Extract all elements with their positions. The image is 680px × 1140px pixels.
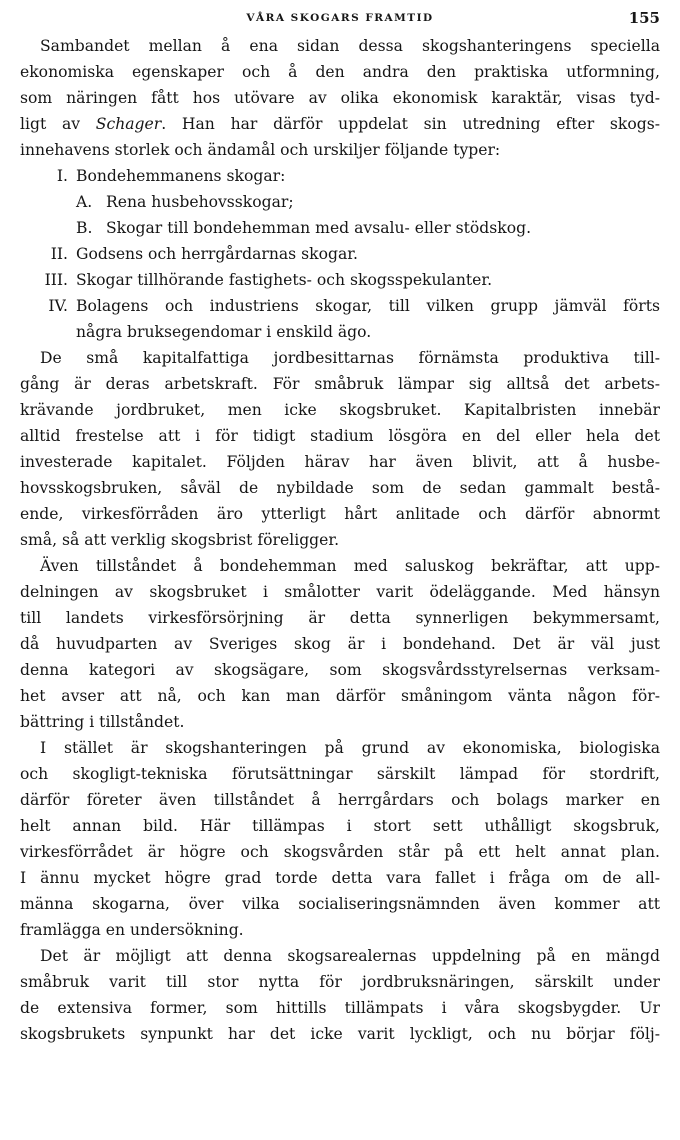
list-item-A — [20, 189, 660, 215]
text-line: skogsbrukets synpunkt har det icke varit lyckligt, och nu börjar följ- — [20, 1025, 660, 1043]
text-line: innehavens storlek och ändamål och urskiljer följande typer: — [20, 141, 501, 159]
list-number: II. — [50, 245, 68, 263]
list-text: Skogar tillhörande fastighets- och skogsspekulanter. — [76, 271, 493, 289]
text-line: delningen av skogsbruket i smålotter varit ödeläggande. Med hänsyn — [20, 583, 660, 601]
text-line: ligt av Schager. Han har därför uppdelat sin utredning efter skogs- — [20, 115, 660, 133]
text-line: I stället är skogshanteringen på grund av ekonomiska, biologiska — [40, 739, 660, 757]
text-line: het avser att nå, och kan man därför småningom vänta någon för- — [20, 687, 660, 705]
paragraph-2 — [20, 345, 660, 553]
text-line: småbruk varit till stor nytta för jordbruksnäringen, särskilt under — [20, 973, 660, 991]
text-line: denna kategori av skogsägare, som skogsvårdsstyrelsernas verksam- — [20, 661, 660, 679]
list-text-continuation: några bruksegendomar i enskild ägo. — [76, 323, 372, 341]
page-number: 155 — [628, 9, 660, 27]
list-text: Skogar till bondehemman med avsalu- eller stödskog. — [106, 219, 532, 237]
text-line: I ännu mycket högre grad torde detta vara fallet i fråga om de all- — [20, 869, 660, 887]
text-line: till landets virkesförsörjning är detta synnerligen bekymmersamt, — [20, 609, 660, 627]
body-text — [20, 33, 660, 1047]
list-text: Bolagens och industriens skogar, till vilken grupp jämväl förts — [76, 297, 660, 315]
text-line: gång är deras arbetskraft. För småbruk lämpar sig alltså det arbets- — [20, 375, 660, 393]
text-line: männa skogarna, över vilka socialiseringsnämnden även kommer att — [20, 895, 660, 913]
text-line: bättring i tillståndet. — [20, 713, 185, 731]
typology-list — [20, 163, 660, 345]
text-line: investerade kapitalet. Följden härav har även blivit, att å husbe- — [20, 453, 660, 471]
list-item-III — [20, 267, 660, 293]
text-line: därför företer även tillståndet å herrgårdars och bolags marker en — [20, 791, 660, 809]
text-line: de extensiva former, som hittills tillämpats i våra skogsbygder. Ur — [20, 999, 660, 1017]
list-number: B. — [76, 219, 93, 237]
text-line: framlägga en undersökning. — [20, 921, 244, 939]
list-number: IV. — [48, 297, 68, 315]
list-item-B — [20, 215, 660, 241]
text-line: ekonomiska egenskaper och å den andra den praktiska utformning, — [20, 63, 660, 81]
author-name: Schager — [95, 115, 162, 133]
paragraph-4 — [20, 735, 660, 943]
list-number: III. — [44, 271, 68, 289]
text-line: krävande jordbruket, men icke skogsbruket. Kapitalbristen innebär — [20, 401, 660, 419]
list-text: Godsens och herrgårdarnas skogar. — [76, 245, 358, 263]
text-line: hovsskogsbruken, såväl de nybildade som de sedan gammalt bestå- — [20, 479, 660, 497]
text-line: Sambandet mellan å ena sidan dessa skogshanteringens speciella — [40, 37, 660, 55]
running-title: VÅRA SKOGARS FRAMTID — [246, 12, 434, 24]
text-line: virkesförrådet är högre och skogsvården står på ett helt annat plan. — [20, 843, 660, 861]
text-line: De små kapitalfattiga jordbesittarnas förnämsta produktiva till- — [40, 349, 660, 367]
list-item-II — [20, 241, 660, 267]
paragraph-intro — [20, 33, 660, 163]
list-number: I. — [56, 167, 68, 185]
list-item-I — [20, 163, 660, 189]
text-line: då huvudparten av Sveriges skog är i bondehand. Det är väl just — [20, 635, 660, 653]
text-line: alltid frestelse att i för tidigt stadium lösgöra en del eller hela det — [20, 427, 660, 445]
list-text: Bondehemmanens skogar: — [76, 167, 286, 185]
text-line: små, så att verklig skogsbrist föreligger. — [20, 531, 340, 549]
text-line: helt annan bild. Här tillämpas i stort sett uthålligt skogsbruk, — [20, 817, 660, 835]
list-text: Rena husbehovsskogar; — [106, 193, 294, 211]
list-item-IV — [20, 293, 660, 319]
paragraph-5 — [20, 943, 660, 1047]
paragraph-3 — [20, 553, 660, 735]
list-number: A. — [76, 193, 93, 211]
text-line: och skogligt-tekniska förutsättningar särskilt lämpad för stordrift, — [20, 765, 660, 783]
text-line: ende, virkesförråden äro ytterligt hårt anlitade och därför abnormt — [20, 505, 660, 523]
text-line: Även tillståndet å bondehemman med saluskog bekräftar, att upp- — [40, 557, 660, 575]
text-line: Det är möjligt att denna skogsarealernas uppdelning på en mängd — [40, 947, 660, 965]
running-head — [0, 9, 680, 29]
text-line: som näringen fått hos utövare av olika ekonomisk karaktär, visas tyd- — [20, 89, 660, 107]
